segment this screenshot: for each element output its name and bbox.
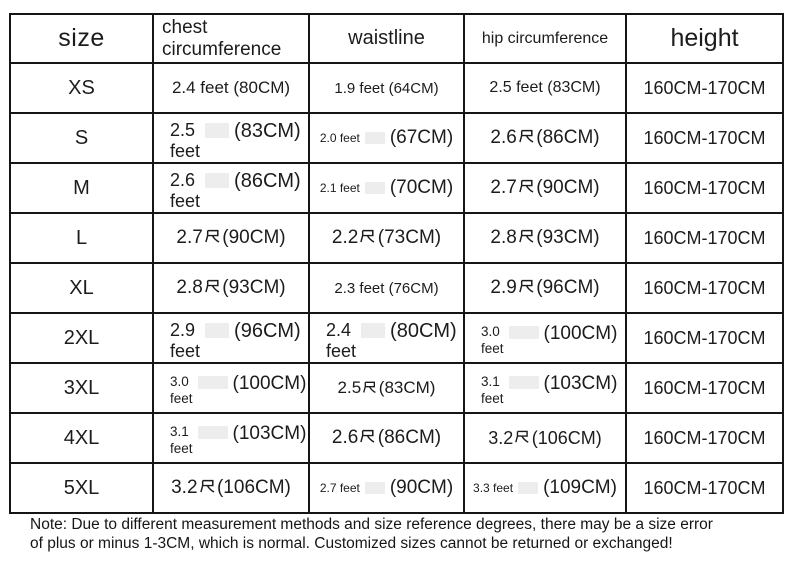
cell-content: [11, 327, 152, 350]
feet-number: 2.6: [170, 170, 196, 191]
table-row: [10, 113, 783, 163]
measure-value: 160CM-170CM: [643, 77, 766, 98]
cell-content: [11, 477, 152, 500]
cell-height: [626, 63, 783, 113]
measure-cm-value: (90CM): [389, 477, 454, 498]
measure-feet-value: [481, 324, 504, 358]
cell-chest: [153, 413, 309, 463]
column-header-hip: hip circumference: [464, 14, 626, 63]
measure-cm-value: (80CM): [390, 320, 457, 343]
measure-cm-value: (86CM): [234, 170, 301, 193]
measure-feet-value: [170, 120, 200, 160]
cell-content: [627, 478, 782, 499]
cell-content: [11, 177, 152, 200]
measure-value: 3XL: [63, 376, 100, 399]
cell-content: [154, 227, 308, 249]
cell-height: [626, 163, 783, 213]
feet-number: 3.1: [170, 423, 189, 439]
cell-hip: [464, 163, 626, 213]
measure-value: 5XL: [63, 476, 100, 499]
cell-chest: [153, 113, 309, 163]
cell-chest: [153, 463, 309, 513]
cell-content: [465, 127, 625, 149]
table-row: [10, 263, 783, 313]
measure-value: 3.2 (106CM): [488, 427, 602, 448]
cell-waist: [309, 463, 464, 513]
cell-content: [627, 128, 782, 149]
cell-size: [10, 313, 153, 363]
measure-value: 160CM-170CM: [643, 177, 766, 198]
cell-chest: [153, 63, 309, 113]
measure-value: 160CM-170CM: [643, 127, 766, 148]
cell-height: [626, 113, 783, 163]
cell-content: [11, 227, 152, 250]
table-row: [10, 163, 783, 213]
measure-value: XS: [68, 76, 95, 99]
cell-size: [10, 163, 153, 213]
cell-content: [310, 378, 463, 398]
cell-content: [11, 277, 152, 300]
measure-feet-value: [170, 374, 193, 408]
measure-value: 2XL: [63, 326, 100, 349]
measure-value: 2.8 (93CM): [176, 277, 286, 298]
table-row: [10, 213, 783, 263]
cell-waist: [309, 263, 464, 313]
chi-ruler-glyph: [518, 177, 535, 194]
note-line-2: of plus or minus 1-3CM, which is normal. Customized sizes cannot be returned or exchanged!: [30, 535, 673, 552]
measure-feet-value: [481, 374, 504, 408]
cell-content: [627, 178, 782, 199]
cell-content: [465, 79, 625, 97]
translation-artifact-patch: [198, 426, 228, 439]
chi-ruler-glyph: [518, 277, 535, 294]
measure-value: 1.9 feet (64CM): [334, 79, 439, 97]
measure-value: 2.7 (90CM): [490, 177, 600, 198]
measure-cm-value: (67CM): [389, 127, 454, 148]
cell-content: [627, 428, 782, 449]
feet-unit: feet: [481, 340, 504, 356]
measure-value: 160CM-170CM: [643, 427, 766, 448]
cell-content: [154, 115, 308, 160]
table-row: [10, 313, 783, 363]
measure-cm-value: (70CM): [389, 177, 454, 198]
translation-artifact-patch: [205, 123, 229, 138]
cell-chest: [153, 213, 309, 263]
cell-hip: [464, 363, 626, 413]
cell-content: [154, 78, 308, 98]
translation-artifact-patch: [509, 326, 539, 339]
feet-unit: feet: [170, 390, 193, 406]
cell-waist: [309, 63, 464, 113]
measure-value: 2.5 feet (83CM): [489, 79, 601, 96]
table-row: [10, 363, 783, 413]
cell-content: [627, 378, 782, 399]
measure-cm-value: (83CM): [234, 120, 301, 143]
translation-artifact-patch: [205, 323, 229, 338]
feet-number: 3.0: [481, 323, 500, 339]
measure-feet-value: [170, 424, 193, 458]
feet-number: 2.9: [170, 320, 196, 341]
cell-hip: [464, 213, 626, 263]
cell-content: [11, 77, 152, 100]
cell-height: [626, 313, 783, 363]
column-header-chest: chest circumference: [153, 14, 309, 63]
feet-number: 2.4: [326, 320, 352, 341]
cell-size: [10, 363, 153, 413]
table-row: [10, 413, 783, 463]
cell-height: [626, 463, 783, 513]
cell-hip: [464, 63, 626, 113]
column-header-size: size: [10, 14, 153, 63]
measure-feet-value: [170, 170, 200, 210]
measure-value: 2.7 (90CM): [176, 227, 286, 248]
cell-content: [310, 80, 463, 97]
cell-content: [11, 427, 152, 450]
measure-value: 160CM-170CM: [643, 277, 766, 298]
cell-chest: [153, 263, 309, 313]
cell-waist: [309, 313, 464, 363]
cell-content: [154, 165, 308, 210]
table-row: [10, 63, 783, 113]
cell-height: [626, 413, 783, 463]
cell-size: [10, 63, 153, 113]
table-row: [10, 463, 783, 513]
cell-content: [310, 315, 463, 360]
measure-value: 2.3 feet (76CM): [334, 279, 439, 297]
measure-feet-value: 2.7 feet: [319, 481, 360, 495]
feet-number: 3.1: [481, 373, 500, 389]
translation-artifact-patch: [365, 182, 385, 194]
measure-cm-value: (100CM): [543, 322, 618, 344]
cell-content: [627, 228, 782, 249]
measure-value: 2.6 (86CM): [331, 427, 442, 448]
measure-value: L: [75, 226, 88, 249]
translation-artifact-patch: [205, 173, 229, 188]
measure-value: 2.5 (83CM): [337, 378, 436, 397]
cell-chest: [153, 163, 309, 213]
cell-content: [465, 369, 625, 408]
feet-unit: feet: [326, 340, 357, 361]
cell-content: [154, 315, 308, 360]
feet-unit: feet: [170, 140, 201, 161]
cell-content: [310, 177, 463, 199]
cell-content: [465, 428, 625, 449]
translation-artifact-patch: [198, 376, 228, 389]
cell-height: [626, 363, 783, 413]
cell-size: [10, 263, 153, 313]
cell-content: [310, 477, 463, 499]
cell-content: [154, 277, 308, 299]
feet-unit: feet: [170, 190, 201, 211]
translation-artifact-patch: [361, 323, 385, 338]
cell-content: [465, 477, 625, 499]
note-line-1: Note: Due to different measurement methods and size reference degrees, there may be a size error: [30, 516, 713, 533]
cell-content: [11, 377, 152, 400]
chi-ruler-glyph: [359, 227, 376, 244]
size-chart-table: [9, 13, 784, 514]
cell-content: [627, 328, 782, 349]
cell-content: [154, 369, 308, 408]
column-header-height: height: [626, 14, 783, 63]
feet-number: 3.0: [170, 373, 189, 389]
cell-content: [465, 177, 625, 199]
cell-content: [154, 419, 308, 458]
measure-value: 2.2 (73CM): [331, 227, 442, 248]
cell-waist: [309, 363, 464, 413]
cell-waist: [309, 413, 464, 463]
cell-content: [465, 227, 625, 249]
cell-content: [310, 427, 463, 449]
chi-ruler-glyph: [518, 127, 535, 144]
measure-value: 2.6 (86CM): [490, 127, 600, 148]
measure-value: 2.4 feet (80CM): [171, 78, 291, 97]
cell-content: [310, 280, 463, 297]
cell-content: [627, 78, 782, 99]
cell-size: [10, 463, 153, 513]
cell-content: [310, 227, 463, 249]
measure-value: 160CM-170CM: [643, 327, 766, 348]
column-header-waist: waistline: [309, 14, 464, 63]
measure-value: 160CM-170CM: [643, 377, 766, 398]
chi-ruler-glyph: [199, 477, 216, 494]
cell-waist: [309, 163, 464, 213]
note-text: [30, 515, 713, 553]
feet-number: 2.5: [170, 120, 196, 141]
cell-hip: [464, 463, 626, 513]
cell-content: [465, 277, 625, 299]
cell-height: [626, 213, 783, 263]
cell-content: [310, 127, 463, 149]
table-body: [10, 63, 783, 513]
measure-cm-value: (109CM): [543, 477, 617, 498]
measure-feet-value: 3.3 feet: [473, 481, 514, 495]
measure-value: M: [73, 176, 90, 199]
chi-ruler-glyph: [362, 379, 378, 395]
measure-value: S: [74, 126, 89, 149]
feet-unit: feet: [170, 340, 201, 361]
cell-hip: [464, 263, 626, 313]
measure-value: 4XL: [63, 426, 100, 449]
cell-hip: [464, 413, 626, 463]
chi-ruler-glyph: [204, 227, 221, 244]
cell-content: [11, 127, 152, 150]
table-header-row: [10, 14, 783, 63]
cell-content: [465, 319, 625, 358]
cell-content: [154, 477, 308, 499]
measure-feet-value: [326, 320, 356, 360]
cell-size: [10, 113, 153, 163]
measure-feet-value: 2.0 feet: [319, 131, 360, 145]
chi-ruler-glyph: [514, 428, 531, 445]
measure-value: 160CM-170CM: [643, 477, 766, 498]
cell-hip: [464, 113, 626, 163]
chi-ruler-glyph: [204, 277, 221, 294]
measure-cm-value: (103CM): [232, 422, 307, 444]
chi-ruler-glyph: [359, 427, 376, 444]
measure-feet-value: [170, 320, 200, 360]
feet-unit: feet: [481, 390, 504, 406]
translation-artifact-patch: [509, 376, 539, 389]
cell-chest: [153, 313, 309, 363]
cell-height: [626, 263, 783, 313]
measure-value: XL: [69, 276, 94, 299]
cell-chest: [153, 363, 309, 413]
measure-value: 3.2 (106CM): [171, 477, 291, 498]
measure-cm-value: (103CM): [543, 372, 618, 394]
cell-waist: [309, 113, 464, 163]
cell-content: [627, 278, 782, 299]
measure-cm-value: (100CM): [232, 372, 307, 394]
cell-size: [10, 413, 153, 463]
translation-artifact-patch: [365, 132, 385, 144]
cell-hip: [464, 313, 626, 363]
cell-size: [10, 213, 153, 263]
chi-ruler-glyph: [518, 227, 535, 244]
measure-value: 160CM-170CM: [643, 227, 766, 248]
measure-value: 2.8 (93CM): [490, 227, 600, 248]
measure-value: 2.9 (96CM): [490, 277, 600, 298]
measure-cm-value: (96CM): [234, 320, 301, 343]
cell-waist: [309, 213, 464, 263]
measure-feet-value: 2.1 feet: [319, 181, 360, 195]
feet-unit: feet: [170, 440, 193, 456]
translation-artifact-patch: [518, 482, 538, 494]
translation-artifact-patch: [365, 482, 385, 494]
